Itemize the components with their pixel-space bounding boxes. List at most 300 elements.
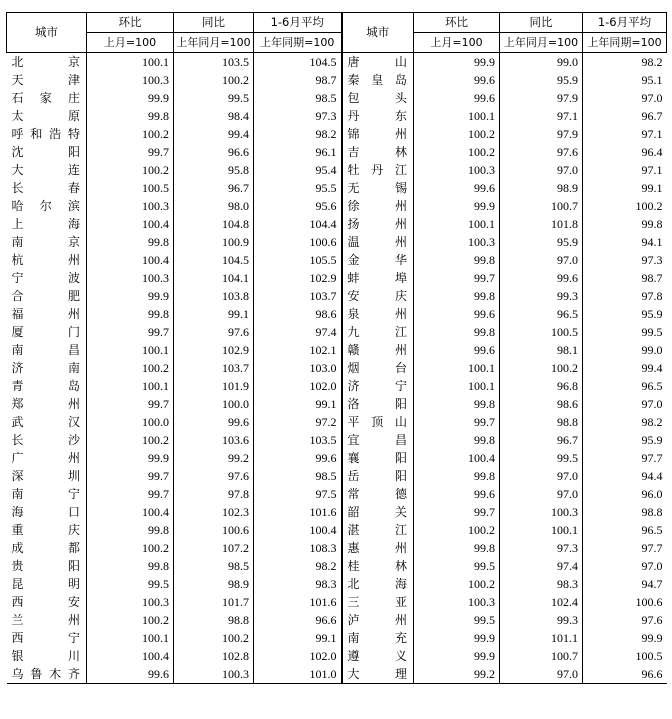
right-yoy-cell: 97.6 bbox=[500, 143, 583, 161]
left-city-cell: 南 昌 bbox=[11, 342, 80, 357]
left-mom-cell: 100.3 bbox=[87, 197, 174, 215]
table-row bbox=[7, 233, 667, 251]
right-mom-cell: 99.5 bbox=[414, 611, 500, 629]
right-yoy-cell: 98.1 bbox=[500, 341, 583, 359]
left-avg-cell: 98.5 bbox=[254, 89, 342, 107]
left-mom-cell: 99.9 bbox=[87, 449, 174, 467]
right-mom-cell: 99.6 bbox=[414, 485, 500, 503]
right-yoy-cell: 101.1 bbox=[500, 629, 583, 647]
left-city-cell: 杭 州 bbox=[11, 252, 80, 267]
table-header bbox=[7, 13, 667, 53]
table-row bbox=[7, 143, 667, 161]
left-city-cell: 福 州 bbox=[11, 306, 80, 321]
right-yoy-cell: 100.2 bbox=[500, 359, 583, 377]
right-yoy-cell: 96.7 bbox=[500, 431, 583, 449]
left-yoy-cell: 104.5 bbox=[174, 251, 254, 269]
left-mom-cell: 100.1 bbox=[87, 341, 174, 359]
left-avg-cell: 96.1 bbox=[254, 143, 342, 161]
left-yoy-cell: 99.5 bbox=[174, 89, 254, 107]
left-yoy-cell: 101.7 bbox=[174, 593, 254, 611]
right-avg-cell: 97.6 bbox=[583, 611, 667, 629]
left-avg-cell: 95.6 bbox=[254, 197, 342, 215]
right-avg-cell: 100.6 bbox=[583, 593, 667, 611]
left-mom-cell: 99.9 bbox=[87, 287, 174, 305]
right-city-cell: 桂 林 bbox=[342, 557, 414, 575]
right-yoy-cell: 100.3 bbox=[500, 503, 583, 521]
right-city-cell: 济 宁 bbox=[342, 377, 414, 395]
left-avg-cell: 98.7 bbox=[254, 71, 342, 89]
left-mom-cell: 100.1 bbox=[87, 377, 174, 395]
left-mom-cell: 100.5 bbox=[87, 179, 174, 197]
left-yoy-cell: 100.9 bbox=[174, 233, 254, 251]
left-yoy-cell: 102.9 bbox=[174, 341, 254, 359]
right-city-cell: 安 庆 bbox=[342, 287, 414, 305]
left-yoy-cell: 99.6 bbox=[174, 413, 254, 431]
left-city-cell: 哈尔滨 bbox=[11, 198, 80, 213]
left-yoy-cell: 99.4 bbox=[174, 125, 254, 143]
table-row bbox=[7, 431, 667, 449]
right-avg-cell: 97.7 bbox=[583, 539, 667, 557]
right-yoy-cell: 97.4 bbox=[500, 557, 583, 575]
right-city-cell: 吉 林 bbox=[342, 143, 414, 161]
table-row bbox=[7, 539, 667, 557]
right-city-cell: 韶 关 bbox=[342, 503, 414, 521]
left-avg-cell: 102.0 bbox=[254, 647, 342, 665]
left-city-cell: 沈 阳 bbox=[11, 144, 80, 159]
right-avg-cell: 99.8 bbox=[583, 215, 667, 233]
right-yoy-cell: 96.5 bbox=[500, 305, 583, 323]
table-row bbox=[7, 161, 667, 179]
left-avg-cell: 105.5 bbox=[254, 251, 342, 269]
table-row bbox=[7, 71, 667, 89]
right-mom-cell: 100.2 bbox=[414, 143, 500, 161]
right-city-cell: 无 锡 bbox=[342, 179, 414, 197]
right-avg-cell: 96.5 bbox=[583, 377, 667, 395]
left-avg-cell: 103.0 bbox=[254, 359, 342, 377]
right-city-cell: 三 亚 bbox=[342, 593, 414, 611]
right-yoy-cell: 97.0 bbox=[500, 665, 583, 684]
right-yoy-cell: 99.3 bbox=[500, 287, 583, 305]
right-avg-cell: 97.0 bbox=[583, 395, 667, 413]
right-yoy-cell: 95.9 bbox=[500, 71, 583, 89]
right-avg-cell: 95.9 bbox=[583, 431, 667, 449]
left-yoy-cell: 96.6 bbox=[174, 143, 254, 161]
left-avg-cell: 99.1 bbox=[254, 629, 342, 647]
right-avg-cell: 96.0 bbox=[583, 485, 667, 503]
table-row bbox=[7, 341, 667, 359]
left-mom-cell: 100.4 bbox=[87, 215, 174, 233]
table-row bbox=[7, 467, 667, 485]
left-city-cell: 昆 明 bbox=[11, 576, 80, 591]
left-yoy-cell: 100.6 bbox=[174, 521, 254, 539]
left-yoy-cell: 96.7 bbox=[174, 179, 254, 197]
left-yoy-cell: 102.8 bbox=[174, 647, 254, 665]
left-mom-cell: 100.2 bbox=[87, 431, 174, 449]
yoy-subheader-right: 上年同月=100 bbox=[500, 33, 583, 53]
left-mom-cell: 99.9 bbox=[87, 89, 174, 107]
right-mom-cell: 99.7 bbox=[414, 269, 500, 287]
left-avg-cell: 97.5 bbox=[254, 485, 342, 503]
right-avg-cell: 99.1 bbox=[583, 179, 667, 197]
left-mom-cell: 100.4 bbox=[87, 251, 174, 269]
right-avg-cell: 97.1 bbox=[583, 161, 667, 179]
left-city-cell: 南 京 bbox=[11, 234, 80, 249]
left-city-cell: 海 口 bbox=[11, 504, 80, 519]
left-mom-cell: 99.7 bbox=[87, 395, 174, 413]
right-yoy-cell: 99.5 bbox=[500, 449, 583, 467]
table-row bbox=[7, 179, 667, 197]
left-mom-cell: 100.3 bbox=[87, 269, 174, 287]
table-row bbox=[7, 665, 667, 684]
right-avg-cell: 98.2 bbox=[583, 53, 667, 72]
table-body bbox=[7, 53, 667, 684]
right-yoy-cell: 97.0 bbox=[500, 161, 583, 179]
right-yoy-cell: 99.0 bbox=[500, 53, 583, 72]
table-row bbox=[7, 413, 667, 431]
left-mom-cell: 99.8 bbox=[87, 107, 174, 125]
left-city-cell: 南 宁 bbox=[11, 486, 80, 501]
right-mom-cell: 99.8 bbox=[414, 395, 500, 413]
table-row bbox=[7, 611, 667, 629]
right-city-cell: 常 德 bbox=[342, 485, 414, 503]
right-yoy-cell: 100.1 bbox=[500, 521, 583, 539]
right-mom-cell: 100.3 bbox=[414, 593, 500, 611]
right-yoy-cell: 99.6 bbox=[500, 269, 583, 287]
left-city-cell: 西 宁 bbox=[11, 630, 80, 645]
left-avg-cell: 100.6 bbox=[254, 233, 342, 251]
table-row bbox=[7, 557, 667, 575]
table-row bbox=[7, 449, 667, 467]
right-mom-cell: 100.4 bbox=[414, 449, 500, 467]
right-avg-cell: 100.5 bbox=[583, 647, 667, 665]
left-yoy-cell: 103.8 bbox=[174, 287, 254, 305]
left-yoy-cell: 100.3 bbox=[174, 665, 254, 684]
left-yoy-cell: 107.2 bbox=[174, 539, 254, 557]
left-city-cell: 西 安 bbox=[11, 594, 80, 609]
left-yoy-cell: 103.6 bbox=[174, 431, 254, 449]
left-avg-cell: 98.6 bbox=[254, 305, 342, 323]
left-city-cell: 厦 门 bbox=[11, 324, 80, 339]
right-avg-cell: 99.4 bbox=[583, 359, 667, 377]
left-city-cell: 长 沙 bbox=[11, 432, 80, 447]
left-mom-cell: 100.3 bbox=[87, 593, 174, 611]
right-avg-cell: 97.8 bbox=[583, 287, 667, 305]
right-avg-cell: 96.5 bbox=[583, 521, 667, 539]
left-avg-cell: 108.3 bbox=[254, 539, 342, 557]
left-mom-cell: 100.4 bbox=[87, 647, 174, 665]
left-city-cell: 乌鲁木齐 bbox=[11, 666, 80, 681]
left-city-cell: 北 京 bbox=[11, 54, 80, 69]
table-row bbox=[7, 197, 667, 215]
left-yoy-cell: 104.8 bbox=[174, 215, 254, 233]
left-avg-cell: 103.5 bbox=[254, 431, 342, 449]
yoy-header-right: 同比 bbox=[500, 13, 583, 33]
right-yoy-cell: 100.7 bbox=[500, 647, 583, 665]
price-index-table bbox=[6, 12, 667, 684]
left-mom-cell: 99.7 bbox=[87, 467, 174, 485]
table-row bbox=[7, 89, 667, 107]
table-row bbox=[7, 629, 667, 647]
right-city-cell: 赣 州 bbox=[342, 341, 414, 359]
left-mom-cell: 100.3 bbox=[87, 71, 174, 89]
price-index-table-container bbox=[6, 12, 666, 684]
right-mom-cell: 99.6 bbox=[414, 179, 500, 197]
right-city-cell: 泉 州 bbox=[342, 305, 414, 323]
mom-header-right: 环比 bbox=[414, 13, 500, 33]
right-mom-cell: 100.3 bbox=[414, 161, 500, 179]
left-avg-cell: 98.3 bbox=[254, 575, 342, 593]
city-header-left: 城市 bbox=[7, 13, 87, 53]
right-avg-cell: 97.0 bbox=[583, 89, 667, 107]
left-yoy-cell: 102.3 bbox=[174, 503, 254, 521]
table-row bbox=[7, 53, 667, 72]
table-row bbox=[7, 395, 667, 413]
left-city-cell: 呼和浩特 bbox=[11, 126, 80, 141]
left-avg-cell: 96.6 bbox=[254, 611, 342, 629]
right-yoy-cell: 100.5 bbox=[500, 323, 583, 341]
left-yoy-cell: 104.1 bbox=[174, 269, 254, 287]
left-yoy-cell: 95.8 bbox=[174, 161, 254, 179]
left-city-cell: 重 庆 bbox=[11, 522, 80, 537]
left-mom-cell: 99.8 bbox=[87, 233, 174, 251]
right-city-cell: 牡丹江 bbox=[342, 161, 414, 179]
right-mom-cell: 100.2 bbox=[414, 125, 500, 143]
left-city-cell: 青 岛 bbox=[11, 378, 80, 393]
right-city-cell: 洛 阳 bbox=[342, 395, 414, 413]
left-yoy-cell: 103.7 bbox=[174, 359, 254, 377]
avg-subheader-right: 上年同期=100 bbox=[583, 33, 667, 53]
left-yoy-cell: 101.9 bbox=[174, 377, 254, 395]
right-yoy-cell: 98.8 bbox=[500, 413, 583, 431]
right-avg-cell: 99.0 bbox=[583, 341, 667, 359]
left-avg-cell: 98.2 bbox=[254, 557, 342, 575]
left-yoy-cell: 100.2 bbox=[174, 629, 254, 647]
left-city-cell: 济 南 bbox=[11, 360, 80, 375]
table-row bbox=[7, 269, 667, 287]
right-city-cell: 宜 昌 bbox=[342, 431, 414, 449]
right-mom-cell: 100.1 bbox=[414, 107, 500, 125]
right-mom-cell: 99.9 bbox=[414, 53, 500, 72]
right-avg-cell: 96.6 bbox=[583, 665, 667, 684]
avg-header-right: 1-6月平均 bbox=[583, 13, 667, 33]
right-city-cell: 丹 东 bbox=[342, 107, 414, 125]
left-mom-cell: 99.7 bbox=[87, 143, 174, 161]
right-mom-cell: 99.8 bbox=[414, 431, 500, 449]
right-yoy-cell: 97.3 bbox=[500, 539, 583, 557]
right-mom-cell: 99.7 bbox=[414, 503, 500, 521]
left-mom-cell: 99.8 bbox=[87, 305, 174, 323]
right-avg-cell: 97.1 bbox=[583, 125, 667, 143]
left-yoy-cell: 98.9 bbox=[174, 575, 254, 593]
right-mom-cell: 99.6 bbox=[414, 71, 500, 89]
left-mom-cell: 99.5 bbox=[87, 575, 174, 593]
right-yoy-cell: 95.9 bbox=[500, 233, 583, 251]
right-mom-cell: 99.2 bbox=[414, 665, 500, 684]
right-city-cell: 九 江 bbox=[342, 323, 414, 341]
left-avg-cell: 103.7 bbox=[254, 287, 342, 305]
right-mom-cell: 99.6 bbox=[414, 305, 500, 323]
right-mom-cell: 99.9 bbox=[414, 197, 500, 215]
left-avg-cell: 95.4 bbox=[254, 161, 342, 179]
right-yoy-cell: 102.4 bbox=[500, 593, 583, 611]
right-city-cell: 金 华 bbox=[342, 251, 414, 269]
left-mom-cell: 99.7 bbox=[87, 485, 174, 503]
left-avg-cell: 104.4 bbox=[254, 215, 342, 233]
table-row bbox=[7, 575, 667, 593]
mom-subheader-right: 上月=100 bbox=[414, 33, 500, 53]
right-avg-cell: 98.2 bbox=[583, 413, 667, 431]
right-city-cell: 秦皇岛 bbox=[342, 71, 414, 89]
right-city-cell: 扬 州 bbox=[342, 215, 414, 233]
right-mom-cell: 99.6 bbox=[414, 89, 500, 107]
right-yoy-cell: 98.9 bbox=[500, 179, 583, 197]
right-city-cell: 徐 州 bbox=[342, 197, 414, 215]
yoy-subheader-left: 上年同月=100 bbox=[174, 33, 254, 53]
right-yoy-cell: 98.6 bbox=[500, 395, 583, 413]
right-mom-cell: 100.1 bbox=[414, 359, 500, 377]
right-mom-cell: 100.3 bbox=[414, 233, 500, 251]
right-avg-cell: 98.8 bbox=[583, 503, 667, 521]
right-city-cell: 平顶山 bbox=[342, 413, 414, 431]
right-avg-cell: 95.1 bbox=[583, 71, 667, 89]
left-yoy-cell: 99.2 bbox=[174, 449, 254, 467]
right-city-cell: 泸 州 bbox=[342, 611, 414, 629]
right-yoy-cell: 97.0 bbox=[500, 251, 583, 269]
left-avg-cell: 98.2 bbox=[254, 125, 342, 143]
right-avg-cell: 94.7 bbox=[583, 575, 667, 593]
left-city-cell: 银 川 bbox=[11, 648, 80, 663]
left-city-cell: 武 汉 bbox=[11, 414, 80, 429]
left-mom-cell: 99.8 bbox=[87, 557, 174, 575]
right-avg-cell: 99.9 bbox=[583, 629, 667, 647]
left-avg-cell: 95.5 bbox=[254, 179, 342, 197]
left-yoy-cell: 103.5 bbox=[174, 53, 254, 72]
right-avg-cell: 96.4 bbox=[583, 143, 667, 161]
right-city-cell: 温 州 bbox=[342, 233, 414, 251]
right-city-cell: 大 理 bbox=[342, 665, 414, 684]
left-yoy-cell: 98.8 bbox=[174, 611, 254, 629]
left-yoy-cell: 97.6 bbox=[174, 467, 254, 485]
right-mom-cell: 100.1 bbox=[414, 215, 500, 233]
table-row bbox=[7, 359, 667, 377]
left-mom-cell: 100.0 bbox=[87, 413, 174, 431]
left-mom-cell: 100.1 bbox=[87, 629, 174, 647]
left-avg-cell: 104.5 bbox=[254, 53, 342, 72]
table-row bbox=[7, 323, 667, 341]
left-avg-cell: 102.0 bbox=[254, 377, 342, 395]
left-city-cell: 合 肥 bbox=[11, 288, 80, 303]
left-avg-cell: 101.6 bbox=[254, 503, 342, 521]
left-mom-cell: 99.7 bbox=[87, 323, 174, 341]
right-yoy-cell: 97.0 bbox=[500, 467, 583, 485]
right-city-cell: 蚌 埠 bbox=[342, 269, 414, 287]
right-yoy-cell: 97.9 bbox=[500, 125, 583, 143]
left-mom-cell: 100.2 bbox=[87, 125, 174, 143]
table-row bbox=[7, 485, 667, 503]
right-city-cell: 南 充 bbox=[342, 629, 414, 647]
left-avg-cell: 97.3 bbox=[254, 107, 342, 125]
left-city-cell: 天 津 bbox=[11, 72, 80, 87]
right-city-cell: 惠 州 bbox=[342, 539, 414, 557]
right-yoy-cell: 101.8 bbox=[500, 215, 583, 233]
right-mom-cell: 99.9 bbox=[414, 647, 500, 665]
right-mom-cell: 99.8 bbox=[414, 251, 500, 269]
left-yoy-cell: 98.5 bbox=[174, 557, 254, 575]
left-city-cell: 成 都 bbox=[11, 540, 80, 555]
left-mom-cell: 100.2 bbox=[87, 161, 174, 179]
yoy-header-left: 同比 bbox=[174, 13, 254, 33]
left-yoy-cell: 98.4 bbox=[174, 107, 254, 125]
right-city-cell: 湛 江 bbox=[342, 521, 414, 539]
right-city-cell: 烟 台 bbox=[342, 359, 414, 377]
right-yoy-cell: 97.1 bbox=[500, 107, 583, 125]
right-avg-cell: 97.3 bbox=[583, 251, 667, 269]
right-city-cell: 包 头 bbox=[342, 89, 414, 107]
left-mom-cell: 100.2 bbox=[87, 611, 174, 629]
right-mom-cell: 99.8 bbox=[414, 287, 500, 305]
right-yoy-cell: 98.3 bbox=[500, 575, 583, 593]
left-yoy-cell: 100.2 bbox=[174, 71, 254, 89]
right-city-cell: 锦 州 bbox=[342, 125, 414, 143]
right-yoy-cell: 100.7 bbox=[500, 197, 583, 215]
left-mom-cell: 99.8 bbox=[87, 521, 174, 539]
left-city-cell: 太 原 bbox=[11, 108, 80, 123]
left-avg-cell: 102.1 bbox=[254, 341, 342, 359]
left-avg-cell: 99.1 bbox=[254, 395, 342, 413]
left-yoy-cell: 97.6 bbox=[174, 323, 254, 341]
table-row bbox=[7, 125, 667, 143]
right-avg-cell: 97.0 bbox=[583, 557, 667, 575]
left-city-cell: 贵 阳 bbox=[11, 558, 80, 573]
right-mom-cell: 100.2 bbox=[414, 521, 500, 539]
right-mom-cell: 100.1 bbox=[414, 377, 500, 395]
right-avg-cell: 97.7 bbox=[583, 449, 667, 467]
left-avg-cell: 97.4 bbox=[254, 323, 342, 341]
right-avg-cell: 95.9 bbox=[583, 305, 667, 323]
table-row bbox=[7, 305, 667, 323]
right-city-cell: 遵 义 bbox=[342, 647, 414, 665]
table-row bbox=[7, 521, 667, 539]
left-city-cell: 大 连 bbox=[11, 162, 80, 177]
mom-header-left: 环比 bbox=[87, 13, 174, 33]
right-yoy-cell: 99.3 bbox=[500, 611, 583, 629]
right-yoy-cell: 96.8 bbox=[500, 377, 583, 395]
left-mom-cell: 100.2 bbox=[87, 359, 174, 377]
right-city-cell: 襄 阳 bbox=[342, 449, 414, 467]
table-row bbox=[7, 287, 667, 305]
table-row bbox=[7, 251, 667, 269]
left-city-cell: 上 海 bbox=[11, 216, 80, 231]
left-mom-cell: 100.2 bbox=[87, 539, 174, 557]
city-header-right: 城市 bbox=[342, 13, 414, 53]
left-mom-cell: 100.4 bbox=[87, 503, 174, 521]
table-row bbox=[7, 377, 667, 395]
right-yoy-cell: 97.0 bbox=[500, 485, 583, 503]
left-avg-cell: 100.4 bbox=[254, 521, 342, 539]
right-avg-cell: 96.7 bbox=[583, 107, 667, 125]
left-mom-cell: 100.1 bbox=[87, 53, 174, 72]
table-row bbox=[7, 107, 667, 125]
left-city-cell: 深 圳 bbox=[11, 468, 80, 483]
left-city-cell: 宁 波 bbox=[11, 270, 80, 285]
left-avg-cell: 97.2 bbox=[254, 413, 342, 431]
avg-header-left: 1-6月平均 bbox=[254, 13, 342, 33]
left-avg-cell: 99.6 bbox=[254, 449, 342, 467]
right-mom-cell: 99.9 bbox=[414, 629, 500, 647]
right-avg-cell: 94.4 bbox=[583, 467, 667, 485]
table-row bbox=[7, 647, 667, 665]
left-city-cell: 兰 州 bbox=[11, 612, 80, 627]
